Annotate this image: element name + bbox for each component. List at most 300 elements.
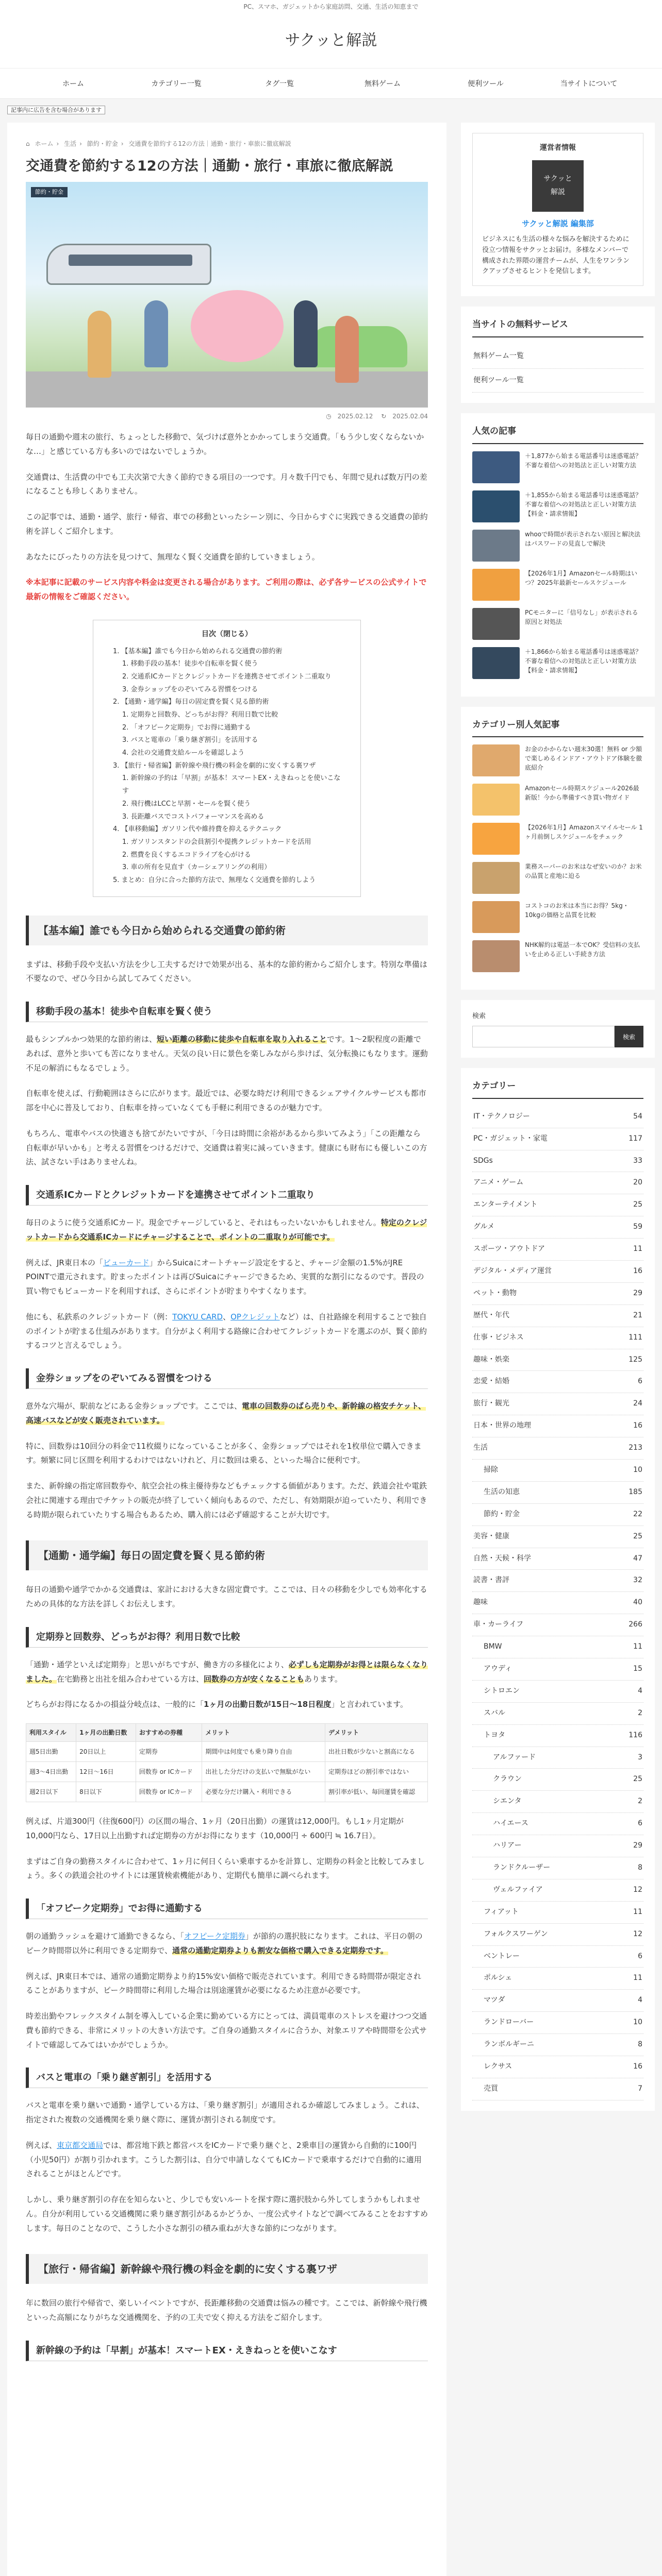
toc-item[interactable]: 1. 移動手段の基本！徒歩や自転車を賢く使う bbox=[122, 660, 258, 668]
category-item[interactable] bbox=[472, 1106, 643, 1128]
category-count: 29 bbox=[633, 1841, 642, 1850]
category-item[interactable] bbox=[472, 2012, 643, 2034]
category-count: 11 bbox=[633, 1907, 642, 1916]
date-updated: 2025.02.04 bbox=[392, 413, 428, 420]
post-title[interactable]: 【2026年1月】Amazonスマイルセール 1ヶ月前倒しスケジュールをチェック bbox=[525, 824, 643, 841]
toc-item[interactable]: 3. 金券ショップをのぞいてみる習慣をつける bbox=[122, 685, 258, 693]
post-thumbnail[interactable] bbox=[472, 940, 520, 972]
breadcrumb-current: 交通費を節約する12の方法｜通勤・旅行・車旅に徹底解説 bbox=[128, 140, 291, 148]
post-thumbnail[interactable] bbox=[472, 451, 520, 483]
table-cell: 期間中は何度でも乗り降り自由 bbox=[202, 1742, 325, 1762]
list-item[interactable] bbox=[472, 608, 643, 640]
link-op-credit[interactable]: OPクレジット bbox=[230, 1312, 280, 1321]
paragraph: 例えば、片道300円（往復600円）の区間の場合、1ヶ月（20日出勤）の運賃は12,000円。もし1ヶ月定期が10,000円なら、17日以上出勤すれば定期券の方がお得になります（10,000円 ÷ 600円 ≒ 16.7日）。 bbox=[26, 1817, 404, 1840]
category-item[interactable] bbox=[472, 1946, 643, 1968]
link-viewcard[interactable]: ビューカード bbox=[103, 1258, 150, 1267]
widget-title: カテゴリー bbox=[472, 1078, 643, 1098]
person-illustration bbox=[144, 300, 168, 367]
paragraph: 例えば、JR東日本の「ビューカード」からSuicaにオートチャージ設定をすると、チャージ金額の1.5%がJRE POINTで還元されます。貯まったポイントは再びSuicaにチャージできるため、実質的な割引になるのです。普段の買い物でもビューカードを利用すれば、さらにポイントが貯まりやすくなります。 bbox=[26, 1258, 424, 1296]
section-heading: 【基本編】誰でも今日から始められる交通費の節約術 bbox=[26, 916, 428, 945]
category-count: 12 bbox=[633, 1885, 642, 1894]
post-title[interactable]: ＋1,877から始まる電話番号は迷惑電話？不審な着信への対処法と正しい対策方法 bbox=[525, 452, 642, 469]
search-input[interactable] bbox=[472, 1026, 615, 1047]
list-item[interactable] bbox=[472, 490, 643, 522]
category-count: 266 bbox=[628, 1620, 642, 1629]
section-heading: 【旅行・帰省編】新幹線や飛行機の料金を劇的に安くする裏ワザ bbox=[26, 2254, 428, 2284]
category-name: トヨタ bbox=[484, 1731, 505, 1739]
subsection-heading: 定期券と回数券、どっちがお得？利用日数で比較 bbox=[26, 1627, 428, 1648]
category-item[interactable] bbox=[472, 1879, 643, 1902]
intro-paragraph: あなたにぴったりの方法を見つけて、無理なく賢く交通費を節約していきましょう。 bbox=[26, 552, 320, 562]
post-title[interactable]: 業務スーパーのお米はなぜ安いのか？お米の品質と産地に迫る bbox=[525, 863, 642, 880]
toc-item[interactable]: 3. バスと電車の「乗り継ぎ割引」を活用する bbox=[122, 736, 258, 744]
toc-item[interactable]: 3. 車の所有を見直す（カーシェアリングの利用） bbox=[122, 863, 271, 872]
paragraph: 朝の通勤ラッシュを避けて通勤できるなら、「オフピーク定期券」が節約の選択肢になります。これは、平日の朝のピーク時間帯以外に利用できる定期券で、通常の通勤定期券よりも割安な価格で購入できる定期券です。 bbox=[26, 1931, 423, 1955]
category-item[interactable] bbox=[472, 1393, 643, 1415]
category-item[interactable] bbox=[472, 1681, 643, 1703]
person-illustration bbox=[88, 311, 111, 378]
free-games-link[interactable]: 無料ゲーム一覧 bbox=[472, 345, 643, 369]
post-thumbnail[interactable] bbox=[472, 490, 520, 522]
category-name: ハイエース bbox=[493, 1819, 528, 1828]
intro-paragraph: 交通費は、生活費の中でも工夫次第で大きく節約できる項目の一つです。月々数千円でも、年間で見れば数万円の差になることも珍しくありません。 bbox=[26, 472, 427, 496]
category-count: 25 bbox=[633, 1775, 642, 1784]
category-item[interactable] bbox=[472, 1437, 643, 1460]
category-name: SDGs bbox=[473, 1156, 493, 1165]
list-item[interactable] bbox=[472, 647, 643, 679]
toc-item[interactable]: 2. 【通勤・通学編】毎日の固定費を賢く見る節約術 bbox=[113, 698, 269, 706]
category-name: 日本・世界の地理 bbox=[473, 1421, 531, 1430]
paragraph: 時差出勤やフレックスタイム制を導入している企業に勤めている方にとっては、満員電車のストレスを避けつつ交通費も節約できる、非常にメリットの大きい方法です。ご自身の通勤スタイルに合うか、対象エリアや時間帯を公式サイトで確認してみてはいかがでしょうか。 bbox=[26, 2011, 427, 2049]
nav-home[interactable]: ホーム bbox=[62, 80, 84, 88]
table-header: おすすめの券種 bbox=[136, 1724, 202, 1742]
category-name: グルメ bbox=[473, 1223, 495, 1231]
category-count: 8 bbox=[638, 2040, 642, 2049]
paragraph: 毎日の通勤や通学でかかる交通費は、家計における大きな固定費です。ここでは、日々の移動を少しでも効率化するための具体的な方法を詳しくお伝えします。 bbox=[26, 1585, 427, 1609]
category-item[interactable] bbox=[472, 1791, 643, 1813]
table-cell: 定期券ほどの割引率ではない bbox=[325, 1762, 427, 1782]
tools-link[interactable]: 便利ツール一覧 bbox=[472, 369, 643, 393]
post-thumbnail[interactable] bbox=[472, 530, 520, 562]
category-name: 美容・健康 bbox=[473, 1532, 509, 1540]
post-dates bbox=[26, 411, 428, 422]
nav-about[interactable]: 当サイトについて bbox=[560, 80, 618, 88]
category-name: クラウン bbox=[493, 1775, 522, 1784]
category-name: アニメ・ゲーム bbox=[473, 1178, 524, 1187]
date-published: 2025.02.12 bbox=[337, 413, 373, 420]
intro-paragraph: この記事では、通勤・通学、旅行・帰省、車での移動といったシーン別に、今日からすぐに実践できる交通費の節約術を詳しくご紹介します。 bbox=[26, 512, 428, 536]
subsection-heading: 新幹線の予約は「早割」が基本！スマートEX・えきねっとを使いこなす bbox=[26, 2341, 428, 2361]
table-cell: 週2日以下 bbox=[26, 1782, 76, 1802]
table-header: 1ヶ月の出勤日数 bbox=[76, 1724, 136, 1742]
page-title: 交通費を節約する12の方法｜通勤・旅行・車旅に徹底解説 bbox=[26, 158, 393, 174]
breadcrumb-life[interactable]: 生活 bbox=[64, 140, 77, 148]
toc-item[interactable]: 3. 【旅行・帰省編】新幹線や飛行機の料金を劇的に安くする裏ワザ bbox=[113, 761, 316, 770]
category-item[interactable] bbox=[472, 1548, 643, 1570]
list-item[interactable] bbox=[472, 784, 643, 816]
category-item[interactable] bbox=[472, 1703, 643, 1725]
post-title[interactable]: ＋1,855から始まる電話番号は迷惑電話？不審な着信への対処法と正しい対策方法【料金・請求情報】 bbox=[525, 491, 642, 517]
category-count: 16 bbox=[633, 1421, 642, 1430]
list-item[interactable] bbox=[472, 862, 643, 894]
category-item[interactable] bbox=[472, 1592, 643, 1614]
paragraph: バスと電車を乗り継いで通勤・通学している方は、「乗り継ぎ割引」が適用されるか確認してみましょう。これは、指定された複数の交通機関を乗り継ぐ際に、運賃が割引される制度です。 bbox=[26, 2100, 424, 2125]
list-item[interactable] bbox=[472, 823, 643, 855]
category-count: 116 bbox=[628, 1731, 642, 1739]
table-cell: 20日以上 bbox=[76, 1742, 136, 1762]
profile-name[interactable]: サクッと解説 編集部 bbox=[522, 219, 594, 229]
table-cell: 回数券 or ICカード bbox=[136, 1782, 202, 1802]
paragraph: 最もシンプルかつ効果的な節約術は、短い距離の移動に徒歩や自転車を取り入れることです。1〜2駅程度の距離であれば、意外と歩いても苦になりません。天気の良い日に景色を楽しみながら歩けば、気分転換にもなります。運動不足の解消にもなるでしょう。 bbox=[26, 1035, 428, 1073]
intro-paragraph: 毎日の通勤や週末の旅行、ちょっとした移動で、気づけば意外とかかってしまう交通費。「もう少し安くならないかな…」と感じている方も多いのではないでしょうか。 bbox=[26, 432, 424, 456]
category-name: 生活 bbox=[473, 1444, 488, 1452]
post-title[interactable]: お金のかからない週末30選！無料 or 少額で楽しめるインドア・アウトドア体験を徹底紹介 bbox=[525, 745, 642, 772]
toc-item[interactable]: 2. 交通系ICカードとクレジットカードを連携させてポイント二重取り bbox=[122, 672, 332, 681]
category-count: 213 bbox=[628, 1444, 642, 1452]
category-item[interactable] bbox=[472, 2034, 643, 2056]
nav-free-games[interactable]: 無料ゲーム bbox=[365, 80, 401, 88]
category-count: 32 bbox=[633, 1576, 642, 1585]
category-name: フィアット bbox=[484, 1907, 519, 1916]
site-header bbox=[0, 13, 662, 68]
category-count: 15 bbox=[633, 1665, 642, 1673]
category-name: マツダ bbox=[484, 1996, 505, 2005]
paragraph: 意外な穴場が、駅前などにある金券ショップです。ここでは、電車の回数券のばら売りや、新幹線の格安チケット、高速バスなどが安く販売されています。 bbox=[26, 1401, 426, 1425]
post-thumbnail[interactable] bbox=[472, 608, 520, 640]
category-name: ランボルギーニ bbox=[484, 2040, 534, 2049]
category-item[interactable] bbox=[472, 1460, 643, 1482]
paragraph: 例えば、JR東日本では、通常の通勤定期券より約15%安い価格で販売されています。利用できる時間帯が限定されることがありますが、ピーク時間帯に利用した場合は別途運賃が必要になるため注意が必要です。 bbox=[26, 1971, 421, 1995]
category-item[interactable] bbox=[472, 1371, 643, 1393]
category-count: 125 bbox=[628, 1355, 642, 1364]
category-item[interactable] bbox=[472, 1902, 643, 1924]
category-item[interactable] bbox=[472, 1150, 643, 1173]
category-name: 趣味・娯楽 bbox=[473, 1355, 509, 1364]
paragraph: どちらがお得になるかの損益分岐点は、一般的に「1ヶ月の出勤日数が15日〜18日程度」と言われています。 bbox=[26, 1700, 408, 1709]
train-illustration bbox=[46, 244, 211, 285]
category-popular-widget bbox=[461, 707, 655, 990]
widget-title: 人気の記事 bbox=[472, 423, 643, 444]
category-item[interactable] bbox=[472, 1857, 643, 1879]
category-item[interactable] bbox=[472, 1813, 643, 1835]
category-name: 掃除 bbox=[484, 1466, 498, 1474]
toc-item[interactable]: 4. 会社の交通費支給ルールを確認しよう bbox=[122, 749, 245, 757]
nav-tags[interactable]: タグ一覧 bbox=[265, 80, 294, 88]
post-thumbnail[interactable] bbox=[472, 647, 520, 679]
toc-item[interactable]: 2. 飛行機はLCCと早割・セールを賢く使う bbox=[122, 800, 251, 808]
toc-item[interactable]: 3. 長距離バスでコストパフォーマンスを高める bbox=[122, 812, 264, 821]
category-name: ハリアー bbox=[493, 1841, 522, 1850]
table-of-contents bbox=[93, 620, 361, 897]
nav-categories[interactable]: カテゴリー一覧 bbox=[151, 80, 202, 88]
post-title[interactable]: ＋1,866から始まる電話番号は迷惑電話？不審な着信への対処法と正しい対策方法【料金・請求情報】 bbox=[525, 648, 642, 674]
paragraph: しかし、乗り継ぎ割引の存在を知らないと、少しでも安いルートを探す際に選択肢から外してしまうかもしれません。自分が利用している交通機関に乗り継ぎ割引があるかどうか、一度公式サイトなどで調べてみることをおすすめします。毎日のことなので、こうした小さな割引の積み重ねが大きな節約につながります。 bbox=[26, 2195, 428, 2233]
category-count: 16 bbox=[633, 1266, 642, 1275]
main-content bbox=[7, 123, 446, 2576]
list-item[interactable] bbox=[472, 901, 643, 933]
category-item[interactable] bbox=[472, 1327, 643, 1349]
category-count: 3 bbox=[638, 1753, 642, 1761]
table-cell: 割引率が低い、毎回運賃を確認 bbox=[325, 1782, 427, 1802]
table-cell: 必要な分だけ購入・利用できる bbox=[202, 1782, 325, 1802]
category-item[interactable] bbox=[472, 1305, 643, 1327]
widget-title: カテゴリー別人気記事 bbox=[472, 717, 643, 737]
category-count: 40 bbox=[633, 1598, 642, 1607]
category-item[interactable] bbox=[472, 2078, 643, 2100]
toc-item[interactable]: 2. 燃費を良くするエコドライブを心がける bbox=[122, 851, 251, 859]
category-name: PC・ガジェット・家電 bbox=[473, 1134, 548, 1143]
category-item[interactable] bbox=[472, 1239, 643, 1261]
search-button[interactable]: 検索 bbox=[615, 1026, 643, 1047]
category-name: フォルクスワーゲン bbox=[484, 1929, 548, 1938]
category-item[interactable] bbox=[472, 1924, 643, 1946]
category-count: 6 bbox=[638, 1952, 642, 1960]
paragraph: 毎日のように使う交通系ICカード。現金でチャージしていると、それはもったいないかもしれません。特定のクレジットカードから交通系ICカードにチャージすることで、ポイントの二重取りが可能です。 bbox=[26, 1218, 427, 1242]
post-title[interactable]: whooで時間が表示されない原因と解決法はパスワードの見直しで解決 bbox=[525, 530, 641, 547]
category-item[interactable] bbox=[472, 1172, 643, 1194]
list-item[interactable] bbox=[472, 744, 643, 776]
category-count: 59 bbox=[633, 1223, 642, 1231]
category-item[interactable] bbox=[472, 1990, 643, 2012]
site-tagline: PC、スマホ、ガジェットから家庭訪問、交通、生活の知恵まで bbox=[0, 0, 662, 13]
category-name: レクサス bbox=[484, 2062, 512, 2071]
category-item[interactable] bbox=[472, 1482, 643, 1504]
table-cell: 週3〜4日出勤 bbox=[26, 1762, 76, 1782]
list-item[interactable] bbox=[472, 451, 643, 483]
category-name: 歴代・年代 bbox=[473, 1311, 509, 1319]
table-header: デメリット bbox=[325, 1724, 427, 1742]
table-cell: 出社した分だけの支払いで無駄がない bbox=[202, 1762, 325, 1782]
category-badge[interactable]: 節約・貯金 bbox=[31, 187, 68, 197]
category-name: スバル bbox=[484, 1708, 505, 1717]
subsection-heading: 交通系ICカードとクレジットカードを連携させてポイント二重取り bbox=[26, 1185, 428, 1206]
category-count: 11 bbox=[633, 1245, 642, 1253]
category-count: 4 bbox=[638, 1686, 642, 1695]
paragraph: 例えば、東京都交通局では、都営地下鉄と都営バスをICカードで乗り継ぐと、2乗車目の運賃から自動的に100円（小児50円）が割り引かれます。こうした割引は、自分で申請しなくてもICカードで乗車するだけで自動的に適用されることがほとんどです。 bbox=[26, 2140, 422, 2179]
eyecatch-image bbox=[26, 182, 428, 408]
category-item[interactable] bbox=[472, 1194, 643, 1216]
list-item[interactable] bbox=[472, 569, 643, 601]
toc-item[interactable]: 2. 「オフピーク定期券」でお得に通勤する bbox=[122, 723, 251, 732]
category-name: 売買 bbox=[484, 2084, 498, 2093]
table-cell: 定期券 bbox=[136, 1742, 202, 1762]
category-count: 6 bbox=[638, 1819, 642, 1828]
paragraph: 特に、回数券は10回分の料金で11枚綴りになっていることが多く、金券ショップではそれを1枚単位で購入できます。頻繁に同じ区間を利用するわけではないけれど、月に数回は乗る、といった場合に便利です。 bbox=[26, 1441, 422, 1465]
category-name: シトロエン bbox=[484, 1686, 520, 1695]
category-name: 自然・天候・科学 bbox=[473, 1554, 531, 1563]
table-cell: 8日以下 bbox=[76, 1782, 136, 1802]
category-count: 10 bbox=[633, 1466, 642, 1474]
paragraph: 他にも、私鉄系のクレジットカード（例：TOKYU CARD、OPクレジットなど）は、自社路線を利用することで独自のポイントが貯まる仕組みがあります。自分がよく利用する路線に合わせてクレジットカードを選ぶのが、賢く節約するコツと言えるでしょう。 bbox=[26, 1312, 427, 1350]
category-item[interactable] bbox=[472, 1570, 643, 1592]
person-illustration bbox=[294, 300, 318, 367]
category-count: 47 bbox=[633, 1554, 642, 1563]
category-name: ポルシェ bbox=[484, 1974, 512, 1982]
toc-item[interactable]: 5. まとめ：自分に合った節約方法で、無理なく交通費を節約しよう bbox=[113, 876, 316, 884]
category-name: 旅行・観光 bbox=[473, 1399, 509, 1408]
category-count: 111 bbox=[628, 1333, 642, 1342]
paragraph: 年に数回の旅行や帰省で、楽しいイベントですが、長距離移動の交通費は悩みの種です。ここでは、新幹線や飛行機といった高額になりがちな交通機関を、予約の工夫で安く抑える方法をご紹介します。 bbox=[26, 2298, 427, 2323]
category-item[interactable] bbox=[472, 1415, 643, 1437]
comparison-table bbox=[26, 1723, 428, 1802]
link-tokyu-card[interactable]: TOKYU CARD bbox=[172, 1312, 223, 1321]
link-offpeak-pass[interactable]: オフピーク定期券 bbox=[184, 1931, 245, 1941]
free-services-widget bbox=[461, 307, 655, 403]
category-name: 仕事・ビジネス bbox=[473, 1333, 524, 1342]
post-title[interactable]: PCモニターに「信号なし」が表示される原因と対処法 bbox=[525, 608, 638, 625]
category-item[interactable] bbox=[472, 1614, 643, 1636]
avatar: サクッと 解説 bbox=[532, 160, 584, 212]
breadcrumb: ⌂ ホーム › 生活 › 節約・貯金 › 交通費を節約する12の方法｜通勤・旅行・車旅に徹底解説 bbox=[26, 140, 291, 148]
table-cell: 出社日数が少ないと割高になる bbox=[325, 1742, 427, 1762]
paragraph: また、新幹線の指定席回数券や、航空会社の株主優待券などもチェックする価値があります。ただ、鉄道会社や電鉄会社に関連する理由でチケットの販売が終了していく傾向もあるので、ただし、有効期限が迫っていたり、利用できる時期が限られていたりする場合もあるため、購入前には必ず確認することが大切です。 bbox=[26, 1481, 427, 1519]
category-item[interactable] bbox=[472, 1526, 643, 1548]
category-count: 185 bbox=[628, 1487, 642, 1496]
post-title[interactable]: NHK解約は電話一本でOK？受信料の支払いを止める正しい手続き方法 bbox=[525, 941, 640, 958]
post-title[interactable]: Amazonセール時期スケジュール2026最新版！今から準備すべき買い物ガイド bbox=[525, 785, 639, 802]
table-cell: 回数券 or ICカード bbox=[136, 1762, 202, 1782]
post-thumbnail[interactable] bbox=[472, 569, 520, 601]
category-count: 6 bbox=[638, 1377, 642, 1386]
category-item[interactable] bbox=[472, 1658, 643, 1681]
category-count: 4 bbox=[638, 1996, 642, 2005]
category-item[interactable] bbox=[472, 1283, 643, 1305]
ad-notice: 記事内に広告を含む場合があります bbox=[7, 105, 655, 115]
category-count: 10 bbox=[633, 2018, 642, 2027]
sidebar bbox=[461, 123, 655, 2121]
paragraph: もちろん、電車やバスの快適さも捨てがたいですが、「今日は時間に余裕があるから歩いてみよう」「この距離なら自転車が早いかも」と考える習慣をつけるだけで、交通費は着実に減っていきます。健康にも財布にも優しいこの方法、試さない手はありませんね。 bbox=[26, 1128, 427, 1167]
category-count: 8 bbox=[638, 1863, 642, 1872]
category-count: 12 bbox=[633, 1929, 642, 1938]
subsection-heading: 「オフピーク定期券」でお得に通勤する bbox=[26, 1899, 428, 1919]
piggy-bank-illustration bbox=[191, 290, 284, 362]
category-item[interactable] bbox=[472, 1769, 643, 1791]
category-name: 読書・書評 bbox=[473, 1576, 509, 1585]
table-header: メリット bbox=[202, 1724, 325, 1742]
profile-description: ビジネスにも生活の様々な悩みを解決するために役立つ情報をサクッとお届け。多様なメンバーで構成された界隈の運営チームが、人生をワンランクアップさせるヒントを発信します。 bbox=[482, 235, 630, 276]
category-name: ランドクルーザー bbox=[493, 1863, 551, 1872]
category-item[interactable] bbox=[472, 1725, 643, 1747]
refresh-icon: ↻ bbox=[381, 413, 387, 420]
toc-item[interactable]: 1. 【基本編】誰でも今日から始められる交通費の節約術 bbox=[113, 647, 283, 655]
category-name: 車・カーライフ bbox=[473, 1620, 524, 1629]
category-item[interactable] bbox=[472, 1504, 643, 1526]
category-count: 16 bbox=[633, 2062, 642, 2071]
category-count: 54 bbox=[633, 1112, 642, 1121]
category-item[interactable] bbox=[472, 1636, 643, 1658]
category-count: 29 bbox=[633, 1289, 642, 1297]
category-name: ランドローバー bbox=[484, 2018, 534, 2027]
category-name: エンターテイメント bbox=[473, 1200, 538, 1209]
category-item[interactable] bbox=[472, 1261, 643, 1283]
category-count: 7 bbox=[638, 2084, 642, 2093]
category-name: ヴェルファイア bbox=[493, 1885, 543, 1894]
category-count: 33 bbox=[633, 1156, 642, 1165]
site-logo[interactable]: サクッと解説 bbox=[285, 31, 377, 50]
search-widget bbox=[461, 1000, 655, 1058]
category-name: アウディ bbox=[484, 1665, 512, 1673]
road-illustration bbox=[26, 371, 428, 408]
list-item[interactable] bbox=[472, 940, 643, 972]
toc-item[interactable]: 4. 【車移動編】ガソリン代や維持費を抑えるテクニック bbox=[113, 825, 282, 834]
category-count: 21 bbox=[633, 1311, 642, 1319]
post-thumbnail[interactable] bbox=[472, 784, 520, 816]
table-cell: 週5日出勤 bbox=[26, 1742, 76, 1762]
category-name: BMW bbox=[484, 1642, 502, 1651]
category-count: 24 bbox=[633, 1399, 642, 1408]
post-title[interactable]: コストコのお米は本当にお得？5kg・10kgの価格と品質を比較 bbox=[525, 902, 629, 919]
nav-tools[interactable]: 便利ツール bbox=[468, 80, 504, 88]
category-count: 22 bbox=[633, 1510, 642, 1518]
link-toei[interactable]: 東京都交通局 bbox=[57, 2140, 104, 2150]
list-item[interactable] bbox=[472, 530, 643, 562]
category-name: アルファード bbox=[493, 1753, 536, 1761]
category-item[interactable] bbox=[472, 2056, 643, 2078]
paragraph: まずはご自身の勤務スタイルに合わせて、1ヶ月に何日くらい乗車するかを計算し、定期券の料金と比較してみましょう。多くの鉄道会社のサイトには運賃検索機能があり、定期代も簡単に調べられます。 bbox=[26, 1856, 425, 1880]
category-name: デジタル・メディア運営 bbox=[473, 1266, 552, 1275]
category-item[interactable] bbox=[472, 1216, 643, 1239]
category-name: IT・テクノロジー bbox=[473, 1112, 530, 1121]
category-name: スポーツ・アウトドア bbox=[473, 1245, 545, 1253]
table-header: 利用スタイル bbox=[26, 1724, 76, 1742]
global-nav bbox=[0, 68, 662, 99]
category-count: 20 bbox=[633, 1178, 642, 1187]
category-count: 117 bbox=[628, 1134, 642, 1143]
subsection-heading: 金券ショップをのぞいてみる習慣をつける bbox=[26, 1368, 428, 1389]
breadcrumb-home[interactable]: ホーム bbox=[35, 140, 54, 148]
toc-title[interactable]: 目次（閉じる） bbox=[202, 630, 252, 638]
profile-label: 運営者情報 bbox=[540, 144, 576, 152]
post-thumbnail[interactable] bbox=[472, 901, 520, 933]
section-heading: 【通勤・通学編】毎日の固定費を賢く見る節約術 bbox=[26, 1540, 428, 1570]
category-item[interactable] bbox=[472, 1747, 643, 1769]
category-count: 25 bbox=[633, 1532, 642, 1540]
category-item[interactable] bbox=[472, 1349, 643, 1371]
post-thumbnail[interactable] bbox=[472, 744, 520, 776]
popular-posts-widget bbox=[461, 413, 655, 696]
widget-title: 当サイトの無料サービス bbox=[472, 317, 643, 337]
disclaimer: ※本記事に記載のサービス内容や料金は変更される場合があります。ご利用の際は、必ず各サービスの公式サイトで最新の情報をご確認ください。 bbox=[26, 578, 427, 602]
post-title[interactable]: 【2026年1月】Amazonセール時期はいつ？2025年最新セールスケジュール bbox=[525, 569, 637, 586]
toc-item[interactable]: 1. ガソリンスタンドの会員割引や提携クレジットカードを活用 bbox=[122, 838, 311, 846]
category-name: 趣味 bbox=[473, 1598, 488, 1607]
post-thumbnail[interactable] bbox=[472, 823, 520, 855]
paragraph: 「通勤・通学といえば定期券」と思いがちですが、働き方の多様化により、必ずしも定期券がお得とは限らなくなりました。在宅勤務と出社を組み合わせている方は、回数券の方が安くなることもあります。 bbox=[26, 1659, 428, 1684]
post-thumbnail[interactable] bbox=[472, 862, 520, 894]
breadcrumb-saving[interactable]: 節約・貯金 bbox=[87, 140, 118, 148]
table-row bbox=[26, 1742, 428, 1762]
category-count: 11 bbox=[633, 1974, 642, 1982]
person-illustration bbox=[335, 316, 359, 383]
category-count: 25 bbox=[633, 1200, 642, 1209]
category-item[interactable] bbox=[472, 1128, 643, 1150]
toc-item[interactable]: 1. 新幹線の予約は「早割」が基本！スマートEX・えきねっとを使いこなす bbox=[122, 774, 341, 795]
category-name: ペット・動物 bbox=[473, 1289, 517, 1297]
category-name: ベントレー bbox=[484, 1952, 520, 1960]
category-item[interactable] bbox=[472, 1968, 643, 1990]
category-item[interactable] bbox=[472, 1835, 643, 1857]
paragraph: 自転車を使えば、行動範囲はさらに広がります。最近では、必要な時だけ利用できるシェアサイクルサービスも都市部を中心に普及しており、自転車を持っていなくても手軽に利用できるのが魅力です。 bbox=[26, 1089, 426, 1113]
subsection-heading: 移動手段の基本！徒歩や自転車を賢く使う bbox=[26, 1002, 428, 1022]
category-count: 11 bbox=[633, 1642, 642, 1651]
clock-icon: ◷ bbox=[326, 413, 332, 420]
category-name: シエンタ bbox=[493, 1797, 522, 1806]
subsection-heading: バスと電車の「乗り継ぎ割引」を活用する bbox=[26, 2067, 428, 2088]
paragraph: まずは、移動手段や支払い方法を少し工夫するだけで効果が出る、基本的な節約術からご紹介します。特別な準備は不要なので、ぜひ今日から試してみてください。 bbox=[26, 959, 427, 984]
category-name: 生活の知恵 bbox=[484, 1487, 520, 1496]
search-label: 検索 bbox=[472, 1012, 486, 1021]
toc-item[interactable]: 1. 定期券と回数券、どっちがお得？利用日数で比較 bbox=[122, 711, 278, 719]
